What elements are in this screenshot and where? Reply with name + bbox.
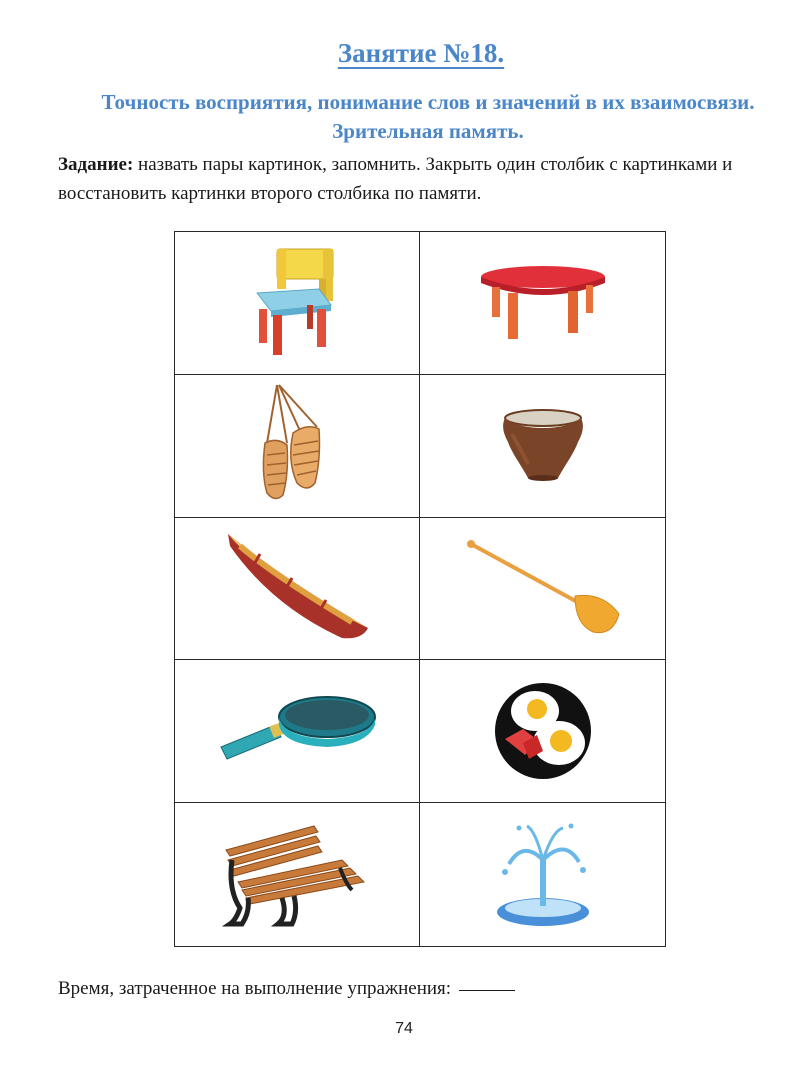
cell-row3-right	[420, 518, 665, 661]
paddle-icon	[463, 538, 623, 638]
cell-row2-right	[420, 375, 665, 518]
cell-row4-right	[420, 660, 665, 803]
frying-pan-icon	[217, 691, 377, 771]
task-text	[58, 150, 778, 208]
fried-eggs-icon	[493, 681, 593, 781]
cell-row1-right	[420, 232, 665, 375]
task-body: назвать пары картинок, запомнить. Закрыть один столбик с картинками и восстановить картинки второго столбика по памяти.	[58, 154, 733, 204]
canoe-icon	[222, 528, 372, 648]
time-blank-line[interactable]	[459, 990, 515, 991]
cell-row5-right	[420, 803, 665, 946]
bench-icon	[222, 820, 372, 930]
task-label: Задание:	[58, 154, 134, 175]
cell-row2-left	[175, 375, 420, 518]
time-spent-label: Время, затраченное на выполнение упражнения:	[58, 978, 452, 999]
cell-row4-left	[175, 660, 420, 803]
time-spent-line	[58, 978, 515, 1000]
clay-pot-icon	[498, 408, 588, 483]
page-number: 74	[395, 1020, 413, 1037]
cell-row5-left	[175, 803, 420, 946]
cell-row1-left	[175, 232, 420, 375]
cell-row3-left	[175, 518, 420, 661]
table-icon	[478, 263, 608, 343]
lesson-title: Занятие №18.	[337, 38, 505, 68]
bast-shoes-icon	[257, 383, 337, 508]
chair-icon	[247, 245, 347, 360]
picture-pairs-grid	[174, 231, 666, 947]
fountain-icon	[493, 820, 593, 930]
lesson-subtitle: Точность восприятия, понимание слов и значений в их взаимосвязи. Зрительная память.	[101, 90, 755, 143]
